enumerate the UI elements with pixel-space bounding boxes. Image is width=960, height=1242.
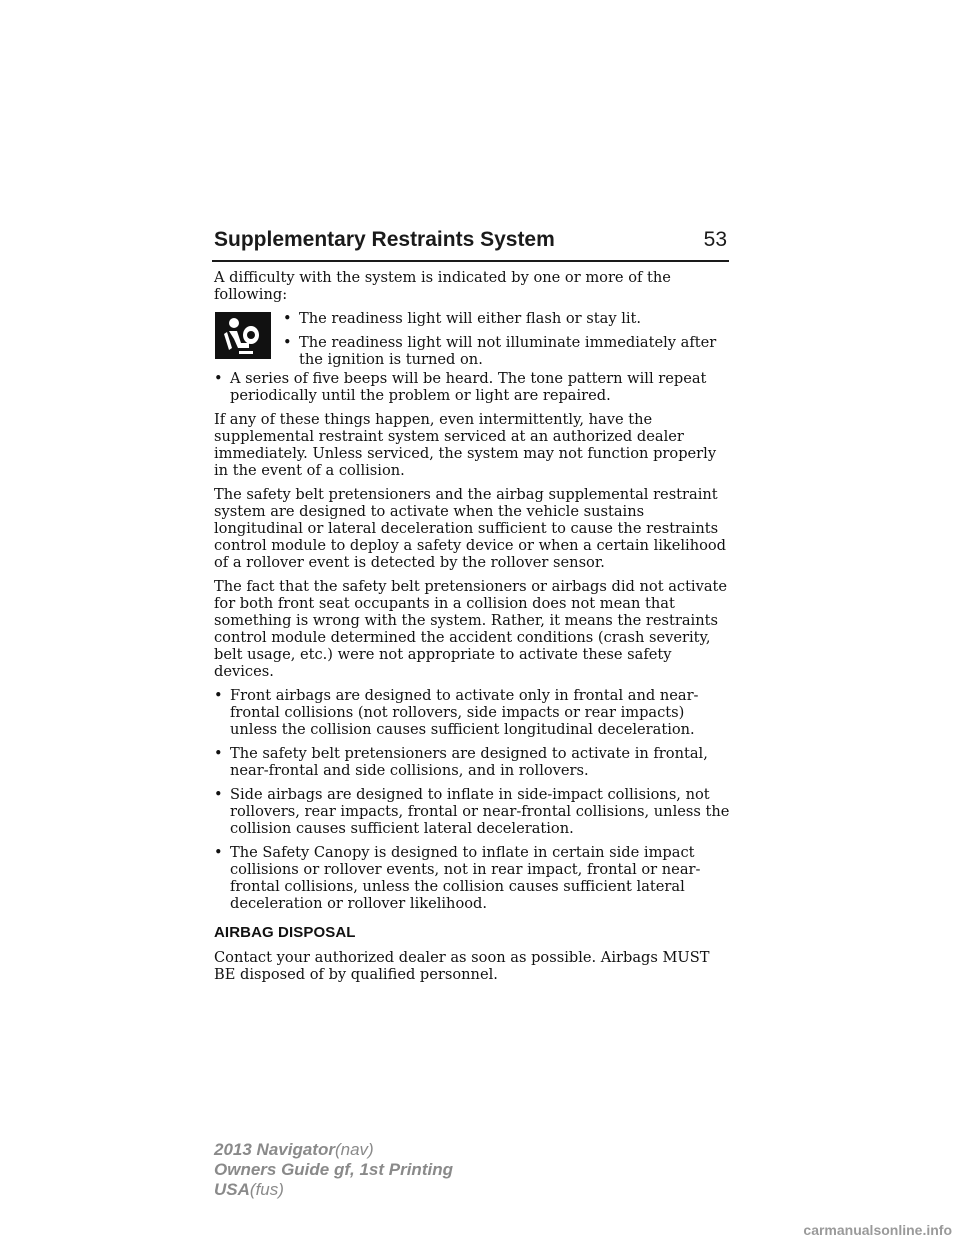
bullet-text: The readiness light will not illuminate immediately after the ignition is turned on.: [299, 334, 717, 368]
bullet-text: The safety belt pretensioners are designed to activate in frontal, near-frontal and side collisions, and in rollovers.: [230, 745, 708, 779]
list-item: • The readiness light will not illuminate immediately after the ignition is turned on.: [283, 334, 717, 368]
footer-region: USA: [214, 1180, 250, 1199]
body-paragraph: The fact that the safety belt pretensioners or airbags did not activate for both front seat occupants in a collision does not mean that something is wrong with the system. Rather, it means the restraints control module determined the accident conditions (crash severity, belt usage, etc.) were not appropriate to activate these safety devices.: [214, 578, 728, 680]
footer-guide: Owners Guide gf, 1st Printing: [214, 1160, 453, 1179]
list-item: • The Safety Canopy is designed to inflate in certain side impact collisions or rollover events, not in rear impact, frontal or near-frontal collisions, unless the collision causes sufficient lateral deceleration or rollover likelihood.: [214, 844, 701, 912]
footer-model-code: (nav): [334, 1140, 374, 1159]
list-item: • Front airbags are designed to activate only in frontal and near-frontal collisions (not rollovers, side impacts or rear impacts) unless the collision causes sufficient longitudinal deceleration.: [214, 687, 699, 738]
readiness-light-block: [214, 310, 730, 370]
footer-region-code: (fus): [249, 1180, 284, 1199]
bullet-text: A series of five beeps will be heard. The tone pattern will repeat periodically until the problem or light are repaired.: [230, 370, 707, 404]
page-header: [212, 228, 729, 262]
footer-model: 2013 Navigator: [214, 1140, 335, 1159]
page-content: [214, 269, 730, 990]
page-number: 53: [703, 228, 727, 251]
list-item: • Side airbags are designed to inflate in side-impact collisions, not rollovers, rear impacts, frontal or near-frontal collisions, unless the collision causes sufficient lateral deceleration.: [214, 786, 730, 837]
section-heading: AIRBAG DISPOSAL: [214, 924, 356, 941]
document-footer: [214, 1140, 453, 1200]
intro-paragraph: A difficulty with the system is indicated by one or more of the following:: [214, 269, 671, 303]
section-title: Supplementary Restraints System: [214, 228, 555, 251]
list-item: • The readiness light will either flash or stay lit.: [283, 310, 642, 327]
body-paragraph: The safety belt pretensioners and the airbag supplemental restraint system are designed to activate when the vehicle sustains longitudinal or lateral deceleration sufficient to cause the restraints control module to deploy a safety device or when a certain likelihood of a rollover event is detected by the rollover sensor.: [214, 486, 727, 571]
list-item: • The safety belt pretensioners are designed to activate in frontal, near-frontal and side collisions, and in rollovers.: [214, 745, 708, 779]
watermark: carmanualsonline.info: [803, 1222, 952, 1238]
airbag-warning-icon: [215, 312, 271, 359]
body-paragraph: If any of these things happen, even intermittently, have the supplemental restraint system serviced at an authorized dealer immediately. Unless serviced, the system may not function properly in the event of a collision.: [214, 411, 717, 479]
bullet-text: The Safety Canopy is designed to inflate in certain side impact collisions or rollover events, not in rear impact, frontal or near-frontal collisions, unless the collision causes sufficient lateral deceleration or rollover likelihood.: [230, 844, 701, 912]
disposal-paragraph: Contact your authorized dealer as soon as possible. Airbags MUST BE disposed of by qualified personnel.: [214, 949, 710, 983]
bullet-text: The readiness light will either flash or stay lit.: [299, 310, 642, 327]
bullet-text: Side airbags are designed to inflate in side-impact collisions, not rollovers, rear impacts, frontal or near-frontal collisions, unless the collision causes sufficient lateral deceleration.: [230, 786, 730, 837]
bullet-text: Front airbags are designed to activate only in frontal and near-frontal collisions (not rollovers, side impacts or rear impacts) unless the collision causes sufficient longitudinal deceleration.: [230, 687, 699, 738]
list-item: • A series of five beeps will be heard. The tone pattern will repeat periodically until the problem or light are repaired.: [214, 370, 707, 404]
